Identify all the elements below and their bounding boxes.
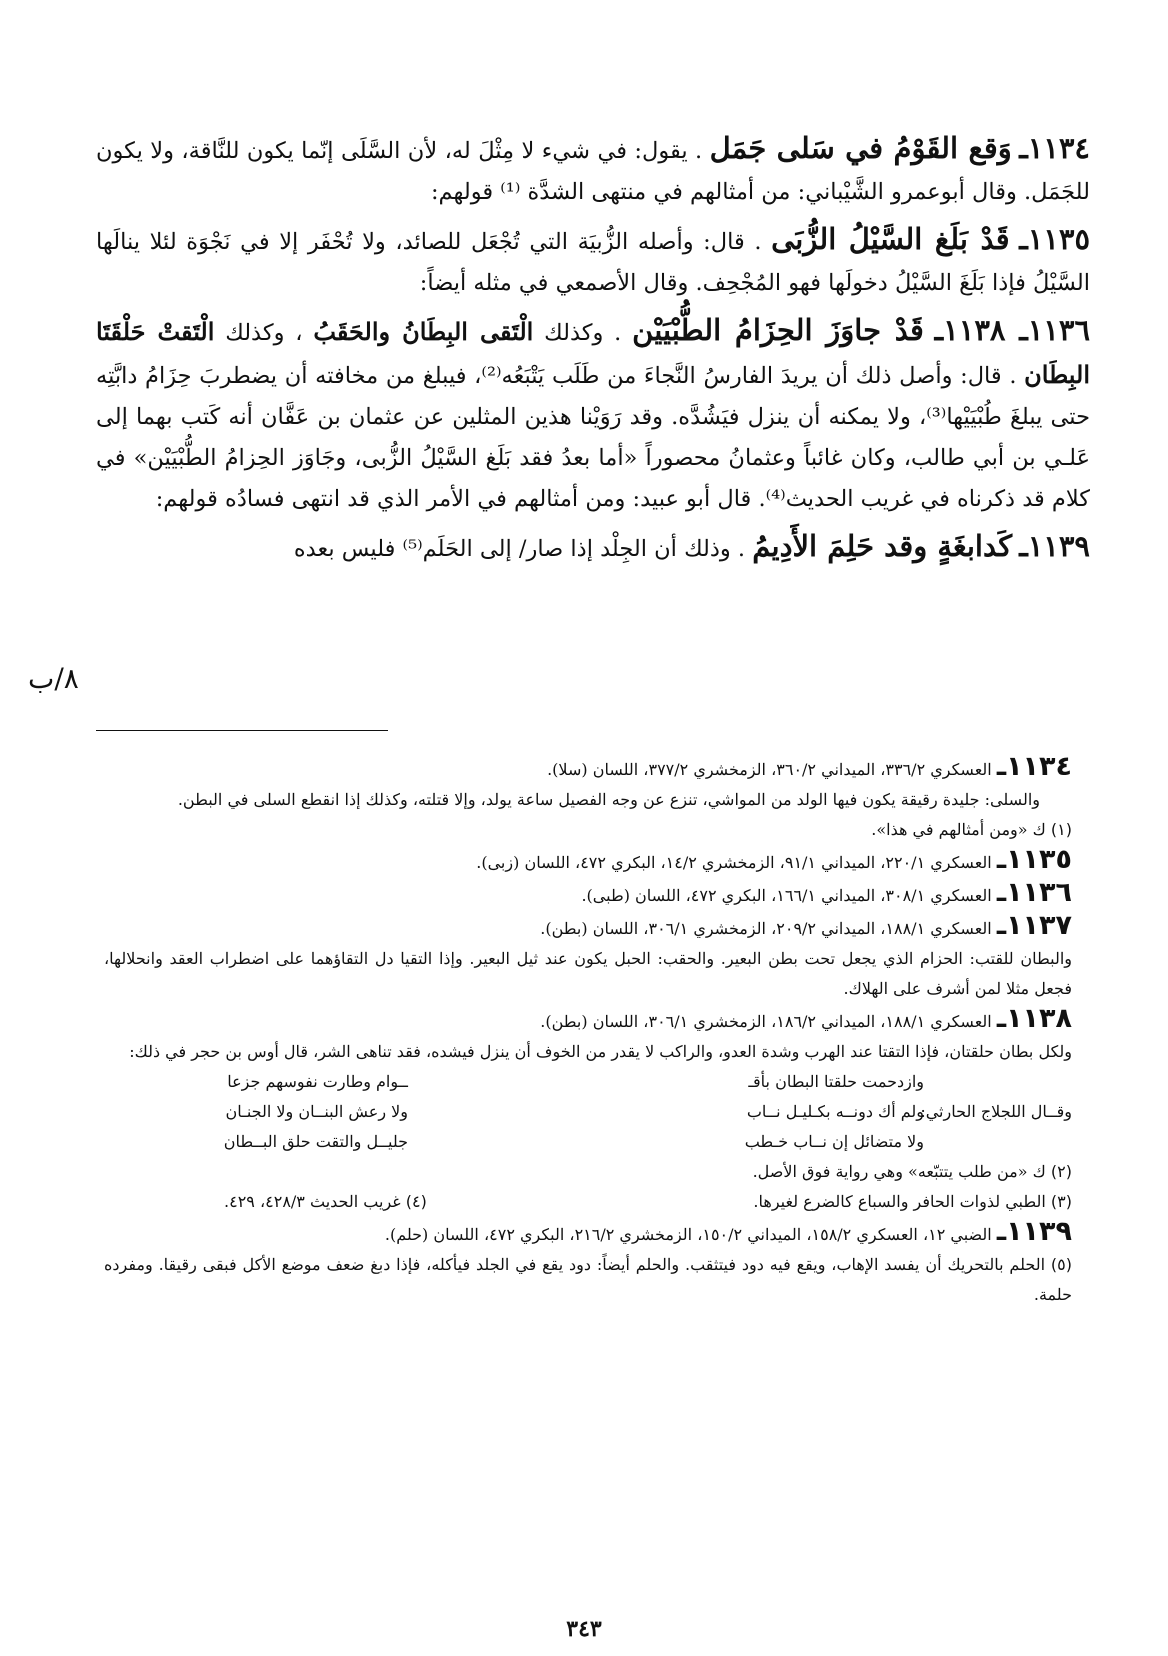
footnote-2	[104, 1157, 1072, 1187]
note-number: ١١٣٤ـ	[996, 751, 1072, 782]
footnote-mark: (٢)	[1050, 1162, 1072, 1181]
note-sources: العسكري ٣٠٨/١، الميداني ١٦٦/١، البكري ٤٧٢، اللسان (طبى).	[581, 886, 992, 905]
note-gloss: والبطان للقتب: الحزام الذي يجعل تحت بطن البعير. والحقب: الحبل يكون عند ثيل البعير. وإذا التقيا دل التقاؤهما على اضطراب العقد وانحلالها، فجعل مثلا لمن أشرف على الهلاك.	[104, 949, 1072, 998]
note-1136	[104, 878, 1072, 911]
proverb-text: . قال: وأصل ذلك أن يريدَ الفارسُ النَّجاءَ من طَلَب يَتْبَعُه⁽²⁾، فيبلغ من مخافته أن يضطربَ حِزَامُ دابَّتِه حتى يبلغَ طُبْيَيْها⁽³⁾، ولا يمكنه أن ينزل فيَشُدَّه. وقد رَوَيْنا هذين المثلين عن عثمان بن عَفَّان أنه كَتب بهما إلى عَلـي بن أبي طالب، وكان غائباً وعثمانُ محصوراً «أما بعدُ فقد بَلَغ السَّيْلُ الزُّبى، وجَاوَز الحِزامُ الطُّبْيَيْن» في كلام قد ذكرناه في غريب الحديث⁽⁴⁾. قال أبو عبيد: ومن أمثالهم في الأمر الذي قد انتهى فسادُه قولهم:	[96, 363, 1091, 512]
proverb-heading: قَدْ بَلَغ السَّيْلُ الزُّبَى	[771, 222, 1010, 256]
footnote-3	[753, 1187, 1072, 1217]
note-1137	[104, 911, 1072, 944]
note-number: ١١٣٩ـ	[996, 1216, 1072, 1247]
note-sources: العسكري ١٨٨/١، الميداني ١٨٦/٢، الزمخشري ٣٠٦/١، اللسان (بطن).	[540, 1012, 992, 1031]
proverb-1134	[96, 128, 1090, 213]
folio-marker: ٨/ب	[28, 662, 79, 695]
footnotes	[104, 752, 1072, 1310]
verse-hemistich: وازدحمت حلقتا البطان بأقـ	[748, 1072, 924, 1091]
verse-speaker: وقــال اللجلاج الحارثي:	[920, 1102, 1072, 1121]
note-gloss: ولكل بطان حلقتان، فإذا التقتا عند الهرب وشدة العدو، والراكب لا يقدر من الخوف أن ينزل فيشده، فقد تناهى الشر، قال أوس بن حجر في ذلك:	[129, 1042, 1072, 1061]
note-sources: العسكري ٢٢٠/١، الميداني ٩١/١، الزمخشري ١٤/٢، البكري ٤٧٢، اللسان (زبى).	[476, 853, 992, 872]
proverb-heading: الْتَقتْ حَلْقَتَا البِطَان	[96, 317, 1091, 389]
proverb-number: ١١٣٥ـ	[1019, 222, 1091, 256]
note-sources: العسكري ٣٣٦/٢، الميداني ٣٦٠/٢، الزمخشري ٣٧٧/٢، اللسان (سلا).	[547, 760, 992, 779]
footnote-mark: (٤)	[405, 1192, 427, 1211]
main-text	[96, 128, 1090, 570]
proverb-1136-1138	[96, 310, 1090, 520]
note-number: ١١٣٨ـ	[996, 1003, 1072, 1034]
verse-hemistich: ولا متضائل إن نــاب خـطب	[744, 1132, 924, 1151]
footnote-row	[104, 1187, 1072, 1217]
proverb-text: . وذلك أن الجِلْد إذا صار/ إلى الحَلَم⁽⁵⁾ فليس بعده	[293, 536, 746, 562]
verse-hemistich: ولم أك دونــه بكـليـل نــاب	[746, 1102, 924, 1121]
proverb-heading: قَدْ جاوَزَ الحِزَامُ الطُّبْيَيْن	[632, 313, 924, 347]
poem	[104, 1067, 1072, 1157]
note-1139	[104, 1217, 1072, 1250]
footnote-5	[104, 1250, 1072, 1310]
verse-hemistich: ولا رعش البنــان ولا الجنـان	[225, 1102, 408, 1121]
footnote-text: ك «من طلب يتتبّعه» وهي رواية فوق الأصل.	[752, 1162, 1046, 1181]
proverb-text: . يقول: في شيء لا مِثْلَ له، لأن السَّلَى إنّما يكون للنَّاقة، ولا يكون للجَمَل. وقال أبوعمرو الشَّيْباني: من أمثالهم في منتهى الشدَّة ⁽¹⁾ قولهم:	[96, 138, 1090, 205]
proverb-heading: كَدابغَةٍ وقد حَلِمَ الأَدِيمُ	[752, 529, 1013, 563]
note-gloss: والسلى: جليدة رقيقة يكون فيها الولد من المواشي، تنزع عن وجه الفصيل ساعة يولد، وإلا قتلته، وكذلك إذا انقطع السلى في البطن.	[177, 790, 1040, 809]
proverb-1139	[96, 526, 1090, 570]
proverb-text: . وكذلك	[544, 320, 622, 346]
proverb-heading: وَقع القَوْمُ في سَلى جَمَل	[709, 131, 1012, 165]
verse-hemistich: جليــل والتقت حلق البــطان	[223, 1132, 408, 1151]
note-sources: الضبي ١٢، العسكري ١٥٨/٢، الميداني ١٥٠/٢، الزمخشري ٢١٦/٢، البكري ٤٧٢، اللسان (حلم).	[384, 1225, 992, 1244]
proverb-text: . قال: وأصله الزُّبيَة التي تُجْعَل للصائد، ولا تُحْفَر إلا في نَجْوَة لئلا ينالَها السَّيْلُ فإذا بَلَغَ السَّيْلُ دخولَها فهو المُجْحِف. وقال الأصمعي في مثله أيضاً:	[96, 229, 1090, 296]
note-number: ١١٣٥ـ	[996, 844, 1072, 875]
note-1134	[104, 752, 1072, 785]
proverb-1135	[96, 219, 1090, 304]
note-number: ١١٣٦ـ	[996, 877, 1072, 908]
proverb-number: ١١٣٩ـ	[1019, 529, 1090, 563]
footnote-mark: (٥)	[1050, 1255, 1072, 1274]
footnote-text: الطبي لذوات الحافر والسباع كالضرع لغيرها.	[753, 1192, 1046, 1211]
note-sources: العسكري ١٨٨/١، الميداني ٢٠٩/٢، الزمخشري ٣٠٦/١، اللسان (بطن).	[540, 919, 992, 938]
footnote-divider	[96, 730, 388, 731]
footnote-mark: (١)	[1050, 820, 1072, 839]
note-1135	[104, 845, 1072, 878]
footnote-text: ك «ومن أمثالهم في هذا».	[871, 820, 1046, 839]
note-1138	[104, 1004, 1072, 1037]
note-number: ١١٣٧ـ	[996, 910, 1072, 941]
footnote-mark: (٣)	[1050, 1192, 1072, 1211]
verse-hemistich: ــوام وطارت نفوسهم جزعا	[227, 1072, 408, 1091]
proverb-text: ، وكذلك	[225, 320, 303, 346]
footnote-4	[104, 1187, 427, 1217]
proverb-number: ١١٣٦ـ ١١٣٨ـ	[934, 313, 1091, 347]
footnote-1	[104, 815, 1072, 845]
proverb-number: ١١٣٤ـ	[1019, 131, 1091, 165]
footnote-text: غريب الحديث ٤٢٨/٣، ٤٢٩.	[224, 1192, 401, 1211]
page-number: ٣٤٣	[566, 1616, 602, 1642]
proverb-heading: الْتَقى البِطَانُ والحَقَبُ	[313, 317, 534, 346]
footnote-text: الحلم بالتحريك أن يفسد الإهاب، ويقع فيه دود فيتثقب. والحلم أيضاً: دود يقع في الجلد فيأكله، فإذا دبغ ضعف موضع الأكل فبقى رقيقا. ومفرده حلمة.	[104, 1255, 1072, 1304]
